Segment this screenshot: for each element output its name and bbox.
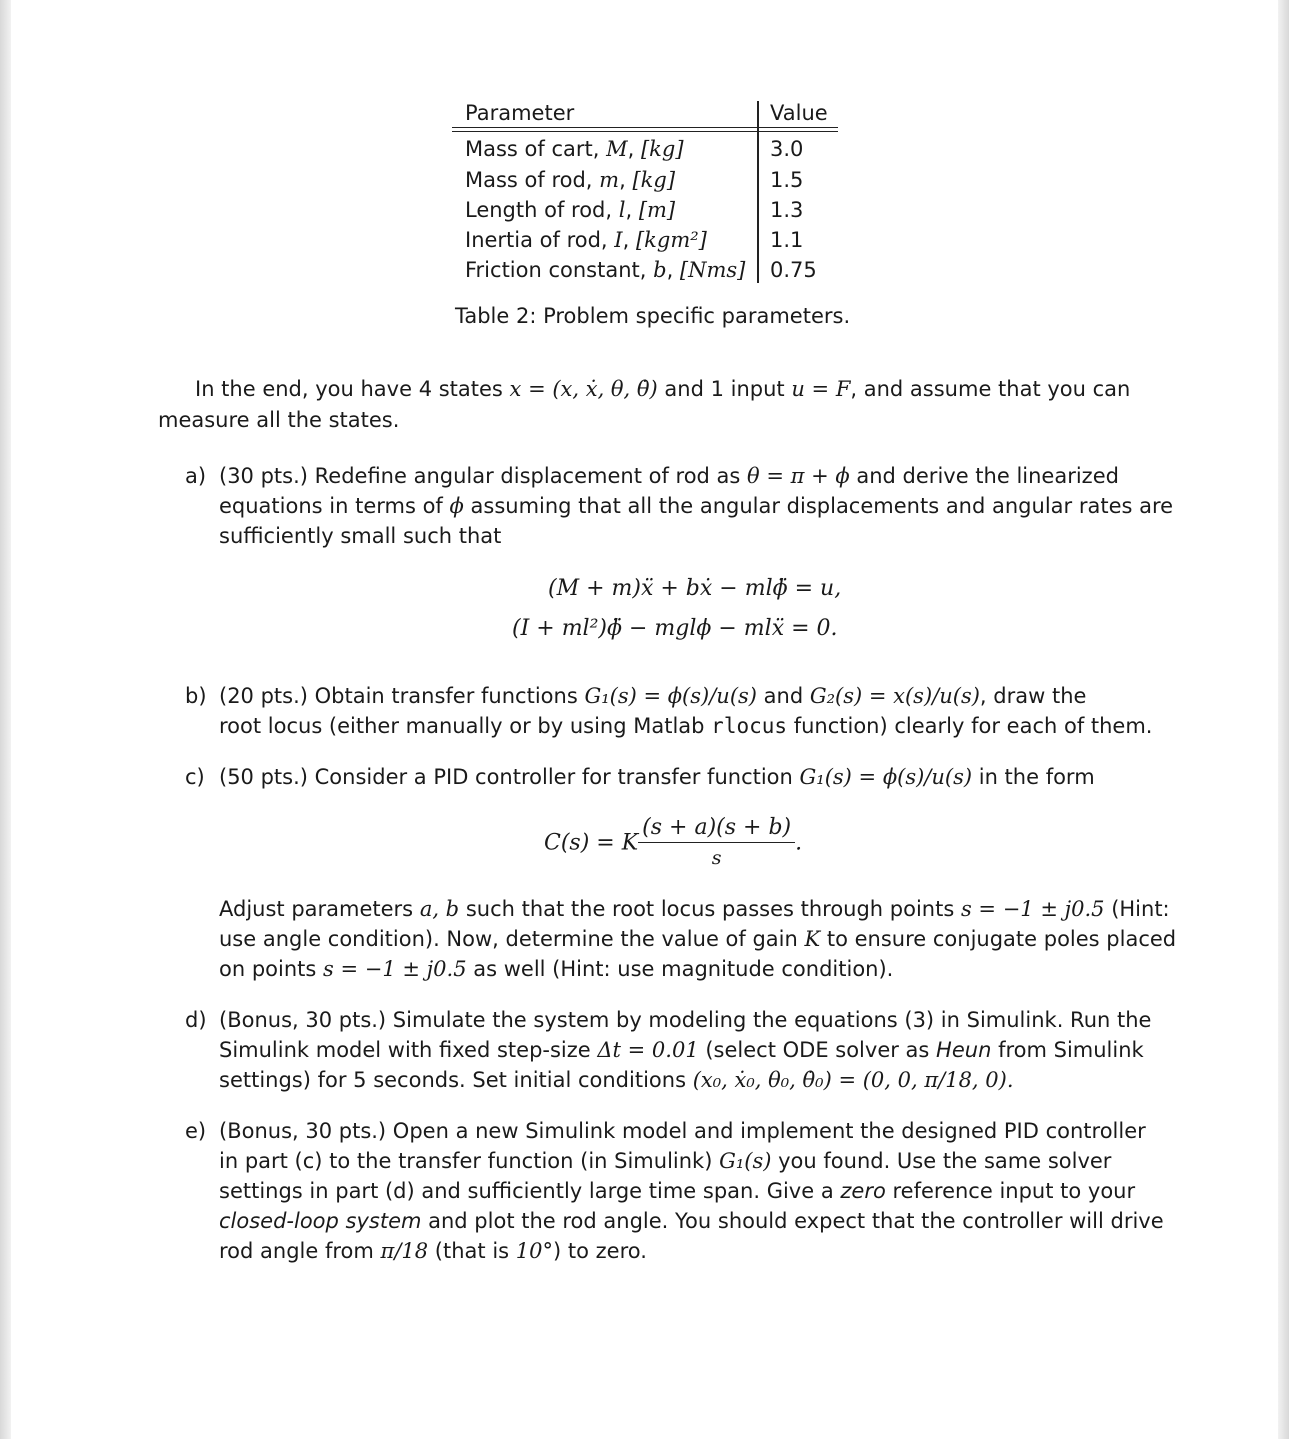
table-header-rule-2 [452, 131, 838, 132]
table-row-value: 1.5 [770, 168, 804, 192]
table-header-value: Value [770, 101, 828, 125]
page-edge-left [0, 0, 11, 1439]
table-row-label: Mass of cart, M, [kg] [465, 137, 684, 161]
table-row-value: 3.0 [770, 137, 804, 161]
intro-line-1: In the end, you have 4 states x = (x, ẋ, θ, θ̇) and 1 input u = F, and assume that you can [195, 377, 1131, 401]
equation-a-1: (M + m)ẍ + bẋ − mlϕ̈ = u, [548, 576, 842, 601]
table-caption: Table 2: Problem specific parameters. [455, 304, 851, 328]
item-a-line-2: equations in terms of ϕ assuming that all the angular displacements and angular rates are [219, 494, 1174, 518]
item-e-line-4: closed-loop system and plot the rod angle. You should expect that the controller will drive [219, 1209, 1164, 1233]
page-edge-right [1278, 0, 1289, 1439]
item-e-label: e) [185, 1119, 207, 1143]
item-d-line-3: settings) for 5 seconds. Set initial conditions (x₀, ẋ₀, θ₀, θ̇₀) = (0, 0, π/18, 0). [219, 1068, 1014, 1092]
item-b-line-1: (20 pts.) Obtain transfer functions G₁(s) = ϕ(s)/u(s) and G₂(s) = x(s)/u(s), draw the [219, 684, 1087, 708]
code-rlocus: rlocus [711, 714, 788, 738]
pid-fraction: $\frac{(s + a)(s + b)}{s}$ [638, 814, 795, 873]
item-c-line-1: (50 pts.) Consider a PID controller for transfer function G₁(s) = ϕ(s)/u(s) in the form [219, 765, 1095, 789]
item-a-line-3: sufficiently small such that [219, 524, 502, 548]
equation-a-2: (I + ml²)ϕ̈ − mglϕ − mlẍ = 0. [512, 616, 838, 641]
table-row-label: Inertia of rod, I, [kgm²] [465, 228, 707, 252]
table-row-value: 0.75 [770, 258, 817, 282]
item-d-line-2: Simulink model with fixed step-size Δt = 0.01 (select ODE solver as Heun from Simulink [219, 1038, 1144, 1062]
table-row-value: 1.3 [770, 198, 804, 222]
table-row-label: Mass of rod, m, [kg] [465, 168, 676, 192]
item-d-line-1: (Bonus, 30 pts.) Simulate the system by modeling the equations (3) in Simulink. Run the [219, 1008, 1152, 1032]
table-header-rule [452, 127, 838, 128]
item-c-line-4: on points s = −1 ± j0.5 as well (Hint: use magnitude condition). [219, 957, 894, 981]
table-vertical-rule [757, 101, 759, 283]
item-a-line-1: (30 pts.) Redefine angular displacement of rod as θ = π + ϕ and derive the linearized [219, 464, 1119, 488]
item-e-line-3: settings in part (d) and sufficiently large time span. Give a zero reference input to your [219, 1179, 1136, 1203]
equation-c-pid: C(s) = K $\frac{(s + a)(s + b)}{s}$ . [544, 814, 802, 873]
item-c-line-2: Adjust parameters a, b such that the root locus passes through points s = −1 ± j0.5 (Hint: [219, 897, 1170, 921]
item-b-label: b) [185, 684, 207, 708]
item-e-line-5: rod angle from π/18 (that is 10°) to zero. [219, 1239, 647, 1263]
item-b-line-2: root locus (either manually or by using Matlab rlocus function) clearly for each of them. [219, 714, 1153, 738]
item-e-line-2: in part (c) to the transfer function (in Simulink) G₁(s) you found. Use the same solver [219, 1149, 1112, 1173]
item-a-label: a) [185, 464, 207, 488]
item-c-line-3: use angle condition). Now, determine the value of gain K to ensure conjugate poles placed [219, 927, 1177, 951]
table-header-parameter: Parameter [465, 101, 575, 125]
table-row-value: 1.1 [770, 228, 804, 252]
item-c-label: c) [185, 765, 205, 789]
table-row-label: Length of rod, l, [m] [465, 198, 676, 222]
item-d-label: d) [185, 1008, 207, 1032]
table-row-label: Friction constant, b, [Nms] [465, 258, 746, 282]
intro-line-2: measure all the states. [158, 408, 400, 432]
item-e-line-1: (Bonus, 30 pts.) Open a new Simulink model and implement the designed PID controller [219, 1119, 1146, 1143]
parameter-table [452, 96, 838, 286]
